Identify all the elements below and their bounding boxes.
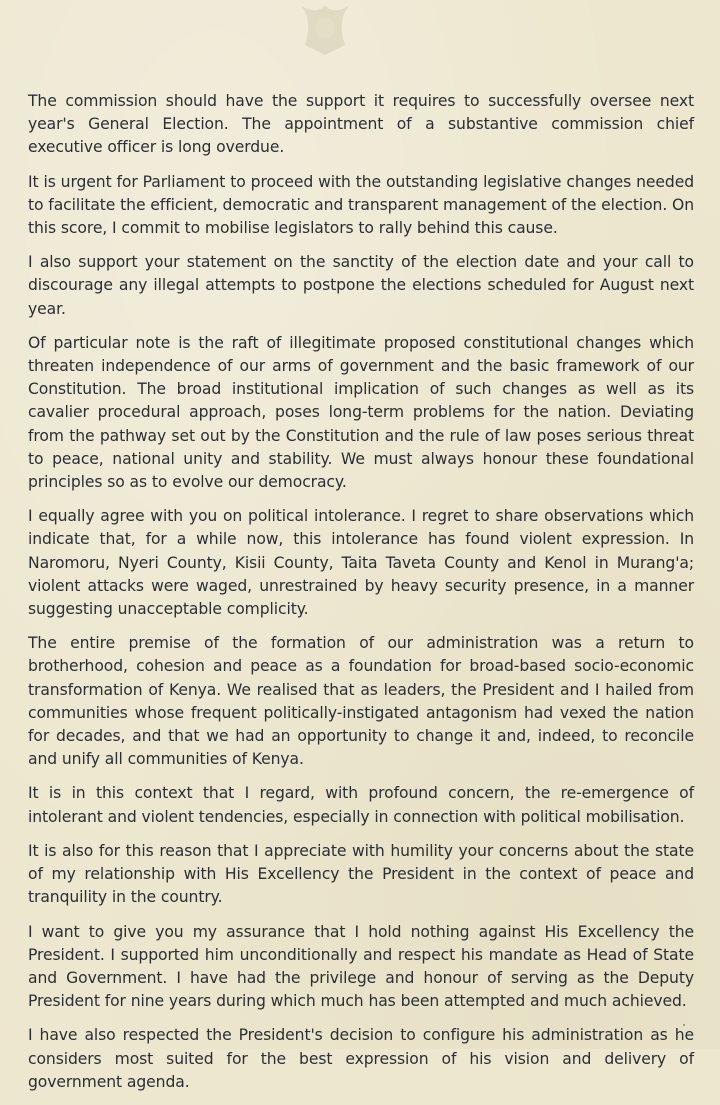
- paragraph: I equally agree with you on political intolerance. I regret to share observations which indicate that, for a while now, this intolerance has found violent expression. In Naromoru, Nyeri County, Kisii County, Taita Taveta County and Kenol in Murang'a; violent attacks were waged, unrestrained by heavy security presence, in a manner suggesting unacceptable complicity.: [28, 507, 694, 619]
- paragraph: Of particular note is the raft of illegitimate proposed constitutional changes which threaten independence of our arms of government and the basic framework of our Constitution. The broad institutional implication of such changes as well as its cavalier procedural approach, poses long-term problems for the nation. Deviating from the pathway set out by the Constitution and the rule of law poses serious threat to peace, national unity and stability. We must always honour these foundational principles so as to evolve our democracy.: [28, 333, 694, 492]
- paragraph: The entire premise of the formation of our administration was a return to brotherhood, cohesion and peace as a foundation for broad-based socio-economic transformation of Kenya. We realised that as leaders, the President and I hailed from communities whose frequent politically-instigated antagonism had vexed the nation for decades, and that we had an opportunity to change it and, indeed, to reconcile and unify all communities of Kenya.: [28, 634, 694, 769]
- paragraph: I want to give you my assurance that I hold nothing against His Excellency the President. I supported him unconditionally and respect his mandate as Head of State and Government. I have had the privilege and honour of serving as the Deputy President for nine years during which much has been attempted and much achieved.: [28, 922, 694, 1011]
- paragraph: I also support your statement on the sanctity of the election date and your call to discourage any illegal attempts to postpone the elections scheduled for August next year.: [28, 253, 694, 318]
- paper-speck: [683, 1024, 685, 1026]
- letter-body: [28, 90, 694, 1105]
- paragraph: I have also respected the President's decision to configure his administration as he considers most suited for the best expression of his vision and delivery of government agenda.: [28, 1026, 694, 1091]
- paragraph: It is urgent for Parliament to proceed with the outstanding legislative changes needed to facilitate the efficient, democratic and transparent management of the election. On this score, I commit to mobilise legislators to rally behind this cause.: [28, 172, 695, 238]
- paragraph: It is also for this reason that I appreciate with humility your concerns about the state of my relationship with His Excellency the President in the context of peace and tranquility in the country.: [28, 841, 694, 907]
- paragraph: It is in this context that I regard, with profound concern, the re-emergence of intolerant and violent tendencies, especially in connection with political mobilisation.: [28, 784, 694, 826]
- paragraph: The commission should have the support it requires to successfully oversee next year's General Election. The appointment of a substantive commission chief executive officer is long overdue.: [28, 92, 694, 157]
- coat-of-arms-watermark: [280, 0, 370, 60]
